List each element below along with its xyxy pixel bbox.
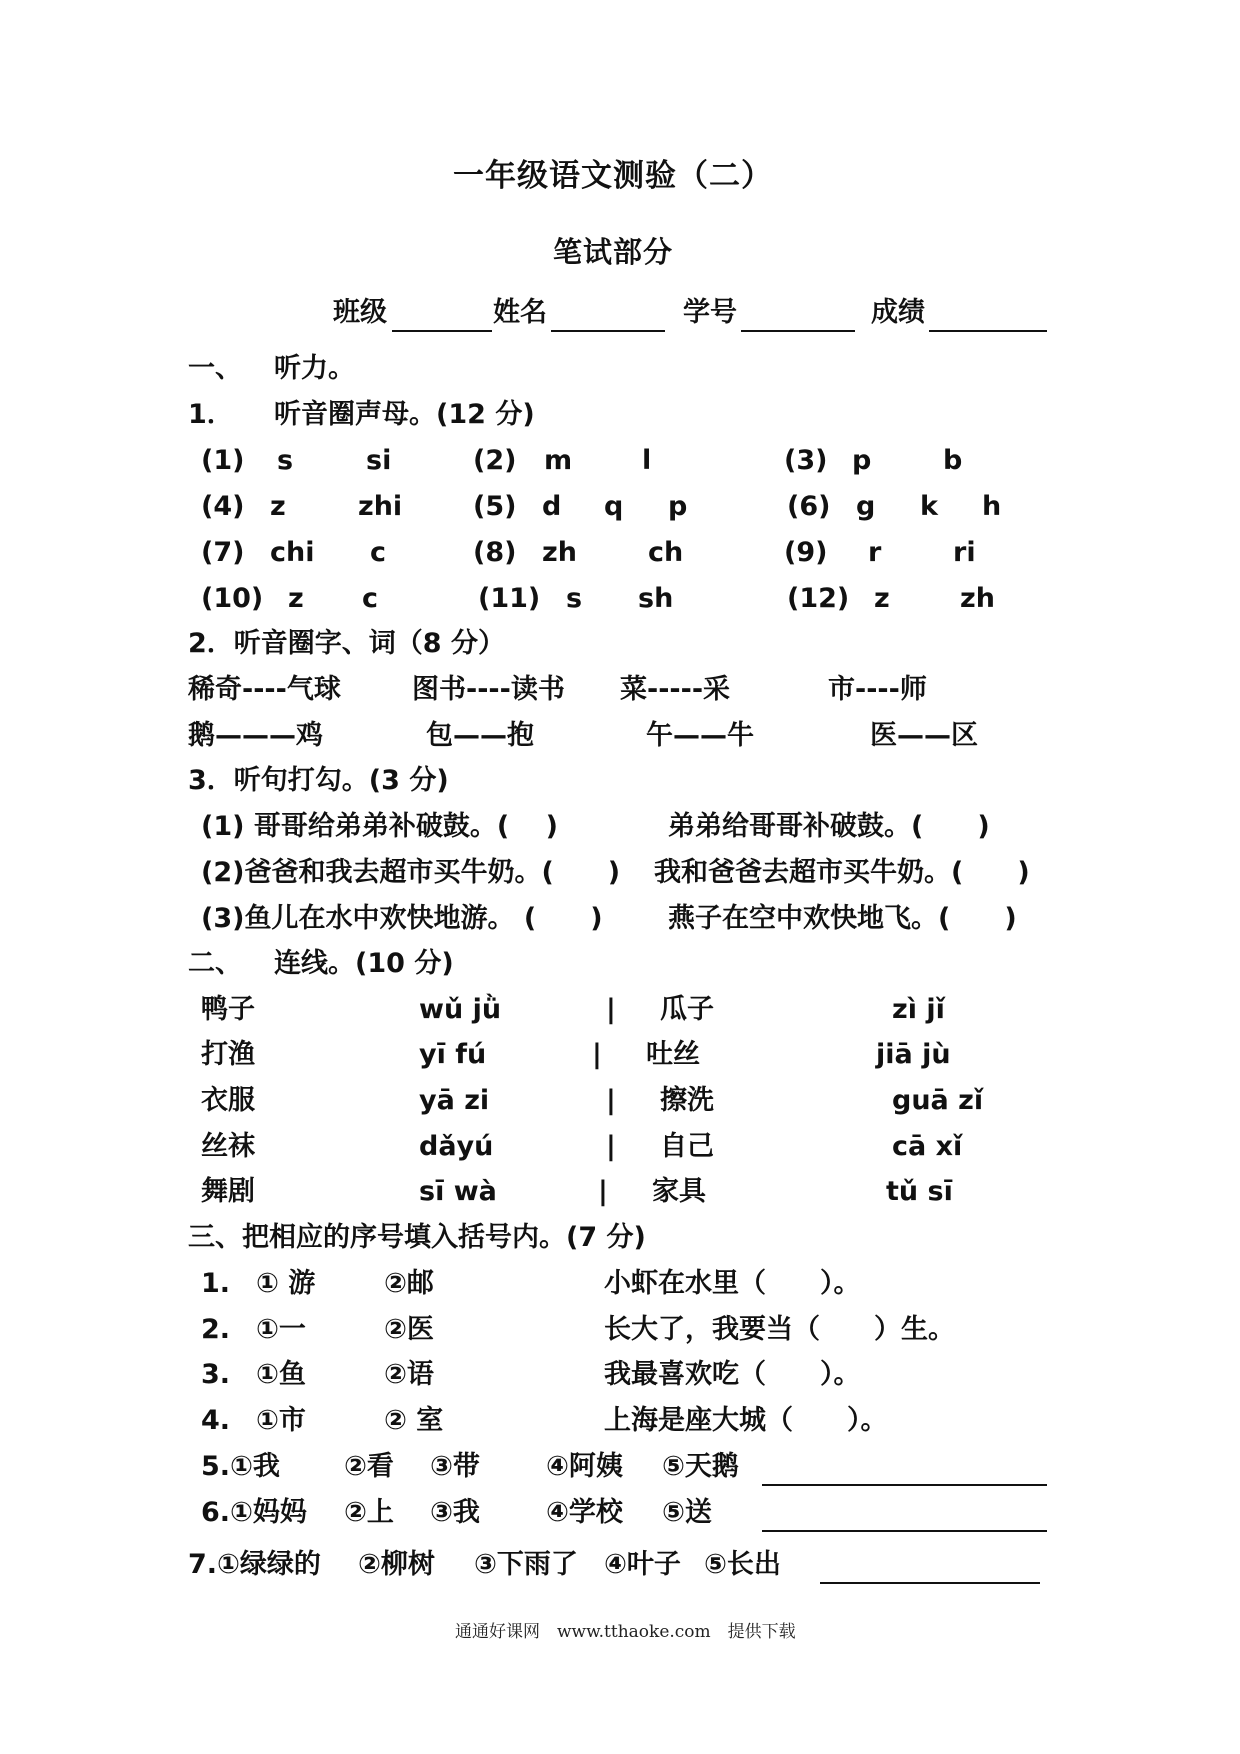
match-pinyin[interactable]: zì jǐ [892, 994, 945, 1025]
q1-option[interactable]: s [566, 583, 583, 614]
class-label: 班级 [333, 297, 387, 328]
id-label: 学号 [683, 297, 737, 328]
q1-item-label: (3) [784, 445, 828, 476]
section1-heading: 听力。 [274, 353, 355, 384]
match-word[interactable]: 家具 [652, 1176, 706, 1207]
q1-option[interactable]: p [852, 445, 872, 476]
q3-sentence[interactable]: 我和爸爸去超市买牛奶。( ) [654, 857, 1030, 888]
q1-item-label: (4) [201, 491, 245, 522]
q2-heading: 2．听音圈字、词（8 分） [188, 628, 505, 659]
order-word: ⑤送 [662, 1497, 712, 1528]
q1-option[interactable]: p [668, 491, 688, 522]
q1-option[interactable]: zh [960, 583, 995, 614]
q3-heading: 3．听句打勾。(3 分) [188, 765, 449, 796]
q1-option[interactable]: ri [953, 537, 976, 568]
order-word: ②柳树 [358, 1549, 435, 1580]
q2-pair[interactable]: 市----师 [828, 674, 927, 705]
q1-option[interactable]: l [642, 445, 652, 476]
q1-option[interactable]: ch [648, 537, 684, 568]
match-divider: | [606, 994, 616, 1025]
order-word: ④学校 [546, 1497, 623, 1528]
name-label: 姓名 [493, 297, 547, 328]
q1-item-label: (2) [473, 445, 517, 476]
section1-number: 一、 [188, 353, 242, 384]
fill-option[interactable]: ①市 [256, 1405, 306, 1436]
q2-pair[interactable]: 包——抱 [426, 720, 534, 751]
match-word[interactable]: 打渔 [201, 1039, 255, 1070]
order-word: ③带 [430, 1451, 480, 1482]
match-pinyin[interactable]: tǔ sī [886, 1176, 953, 1207]
q3-sentence[interactable]: (1) 哥哥给弟弟补破鼓。( ) [201, 811, 558, 842]
q1-item-label: (12) [787, 583, 850, 614]
q1-option[interactable]: s [277, 445, 294, 476]
q1-heading: 听音圈声母。(12 分) [274, 399, 535, 430]
match-word[interactable]: 吐丝 [646, 1039, 700, 1070]
q1-option[interactable]: q [604, 491, 624, 522]
q1-option[interactable]: k [920, 491, 938, 522]
q1-option[interactable]: c [362, 583, 379, 614]
q1-option[interactable]: h [982, 491, 1002, 522]
q1-number: 1． [188, 399, 234, 430]
match-divider: | [606, 1131, 616, 1162]
order-word: ④叶子 [604, 1549, 681, 1580]
q1-option[interactable]: z [874, 583, 890, 614]
order-answer-blank[interactable] [820, 1582, 1040, 1584]
fill-option[interactable]: ②语 [384, 1359, 434, 1390]
fill-sentence[interactable]: 上海是座大城（ ）。 [604, 1405, 888, 1436]
fill-option[interactable]: ①鱼 [256, 1359, 306, 1390]
match-divider: | [606, 1085, 616, 1116]
q1-item-label: (8) [473, 537, 517, 568]
match-word[interactable]: 舞剧 [201, 1176, 255, 1207]
fill-number: 4. [201, 1405, 231, 1436]
match-pinyin[interactable]: sī wà [419, 1176, 497, 1207]
page-subtitle: 笔试部分 [553, 235, 674, 269]
order-word: ③我 [430, 1497, 480, 1528]
q1-item-label: (1) [201, 445, 245, 476]
page-title: 一年级语文测验（二） [453, 158, 773, 194]
section3-heading: 三、把相应的序号填入括号内。(7 分) [188, 1222, 646, 1253]
match-word[interactable]: 丝袜 [201, 1131, 255, 1162]
q1-item-label: (10) [201, 583, 264, 614]
q1-option[interactable]: m [544, 445, 573, 476]
q2-pair[interactable]: 午——牛 [646, 720, 754, 751]
q1-option[interactable]: si [366, 445, 392, 476]
q1-option[interactable]: r [868, 537, 882, 568]
match-pinyin[interactable]: guā zǐ [892, 1085, 984, 1116]
match-divider: | [598, 1176, 608, 1207]
name-blank[interactable] [551, 330, 665, 332]
match-pinyin[interactable]: yā zi [419, 1085, 490, 1116]
q1-option[interactable]: chi [270, 537, 315, 568]
order-word: 5.①我 [201, 1451, 280, 1482]
q3-sentence[interactable]: (3)鱼儿在水中欢快地游。 ( ) [201, 903, 603, 934]
match-pinyin[interactable]: jiā jù [876, 1039, 951, 1070]
fill-option[interactable]: ②医 [384, 1314, 434, 1345]
match-word[interactable]: 自己 [660, 1131, 714, 1162]
q1-option[interactable]: b [943, 445, 963, 476]
q3-sentence[interactable]: (2)爸爸和我去超市买牛奶。( ) [201, 857, 621, 888]
q1-item-label: (5) [473, 491, 517, 522]
q1-item-label: (11) [478, 583, 541, 614]
fill-option[interactable]: ②邮 [384, 1268, 434, 1299]
fill-option[interactable]: ①一 [256, 1314, 306, 1345]
q1-option[interactable]: zh [542, 537, 577, 568]
fill-sentence[interactable]: 小虾在水里（ ）。 [604, 1268, 861, 1299]
q1-option[interactable]: g [856, 491, 876, 522]
q2-pair[interactable]: 稀奇----气球 [188, 674, 341, 705]
match-pinyin[interactable]: cā xǐ [892, 1131, 963, 1162]
q2-pair[interactable]: 鹅———鸡 [188, 720, 323, 751]
q1-option[interactable]: zhi [358, 491, 403, 522]
order-answer-blank[interactable] [762, 1530, 1047, 1532]
section2-number: 二、 [188, 948, 242, 979]
order-answer-blank[interactable] [762, 1484, 1047, 1486]
match-pinyin[interactable]: dǎyú [419, 1131, 494, 1162]
q2-pair[interactable]: 图书----读书 [412, 674, 565, 705]
id-blank[interactable] [741, 330, 855, 332]
q3-sentence[interactable]: 燕子在空中欢快地飞。( ) [668, 903, 1017, 934]
match-divider: | [592, 1039, 602, 1070]
fill-option[interactable]: ① 游 [256, 1268, 316, 1299]
match-word[interactable]: 擦洗 [660, 1085, 714, 1116]
q1-item-label: (9) [784, 537, 828, 568]
score-blank[interactable] [929, 330, 1047, 332]
q3-sentence[interactable]: 弟弟给哥哥补破鼓。( ) [668, 811, 990, 842]
order-word: ⑤天鹅 [662, 1451, 739, 1482]
fill-sentence[interactable]: 我最喜欢吃（ ）。 [604, 1359, 861, 1390]
q1-item-label: (7) [201, 537, 245, 568]
download-footer: 通通好课网 www.tthaoke.com 提供下载 [455, 1622, 796, 1642]
q1-option[interactable]: c [370, 537, 387, 568]
q2-pair[interactable]: 菜-----采 [620, 674, 731, 705]
order-word: ③下雨了 [474, 1549, 578, 1580]
order-word: ④阿姨 [546, 1451, 623, 1482]
q1-option[interactable]: z [270, 491, 286, 522]
match-word[interactable]: 衣服 [201, 1085, 255, 1116]
q2-pair[interactable]: 医——区 [870, 720, 978, 751]
order-word: ⑤长出 [704, 1549, 781, 1580]
q1-option[interactable]: d [542, 491, 562, 522]
fill-sentence[interactable]: 长大了，我要当（ ）生。 [604, 1314, 955, 1345]
fill-number: 3. [201, 1359, 231, 1390]
section2-heading: 连线。(10 分) [274, 948, 454, 979]
match-word[interactable]: 鸭子 [201, 994, 255, 1025]
order-word: 6.①妈妈 [201, 1497, 307, 1528]
fill-number: 1. [201, 1268, 231, 1299]
fill-option[interactable]: ② 室 [384, 1405, 444, 1436]
q1-option[interactable]: z [288, 583, 304, 614]
match-pinyin[interactable]: yī fú [419, 1039, 487, 1070]
fill-number: 2. [201, 1314, 231, 1345]
score-label: 成绩 [871, 297, 925, 328]
match-word[interactable]: 瓜子 [660, 994, 714, 1025]
class-blank[interactable] [392, 330, 492, 332]
order-word: ②上 [344, 1497, 394, 1528]
order-word: 7.①绿绿的 [188, 1549, 321, 1580]
match-pinyin[interactable]: wǔ jǜ [419, 994, 502, 1025]
order-word: ②看 [344, 1451, 394, 1482]
q1-option[interactable]: sh [638, 583, 674, 614]
q1-item-label: (6) [787, 491, 831, 522]
